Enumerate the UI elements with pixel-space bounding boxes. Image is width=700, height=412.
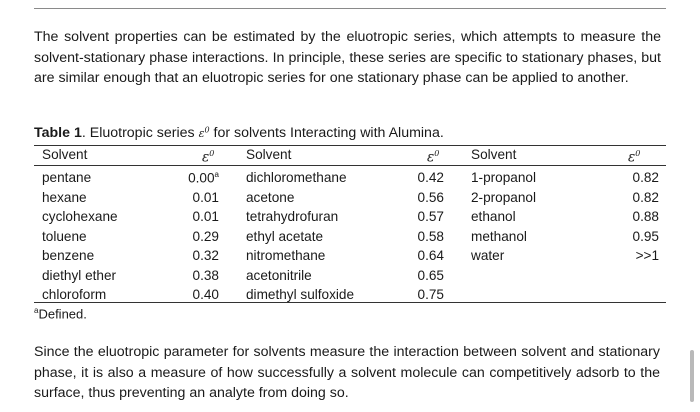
eluotropic-value: 0.88	[632, 209, 659, 224]
eluotropic-value: 0.65	[417, 267, 444, 283]
table-caption-label: Table 1	[34, 125, 82, 141]
solvent-name: acetone	[246, 189, 295, 205]
solvent-name: diethyl ether	[42, 267, 117, 283]
eluotropic-value: 0.42	[417, 170, 444, 185]
solvent-name: methanol	[471, 228, 527, 244]
solvent-name: water	[471, 248, 505, 263]
table-caption-rest: for solvents Interacting with Alumina.	[213, 125, 444, 141]
eluotropic-value: >>1	[635, 248, 659, 263]
solvent-name: 2-propanol	[471, 189, 536, 205]
header-epsilon-1: $\varepsilon^0$	[202, 149, 215, 166]
eluotropic-value: 0.95	[632, 228, 659, 244]
eluotropic-value: 0.82	[632, 189, 659, 205]
header-solvent-2: Solvent	[246, 147, 292, 162]
table-footnote: $^a$Defined.	[34, 306, 87, 322]
header-solvent-1: Solvent	[42, 147, 88, 162]
solvent-name: dimethyl sulfoxide	[246, 287, 355, 302]
header-epsilon-2: $\varepsilon^0$	[427, 149, 440, 166]
table-top-rule	[34, 145, 666, 146]
solvent-name: toluene	[42, 228, 87, 244]
solvent-name: ethanol	[471, 209, 516, 224]
header-solvent-3: Solvent	[471, 147, 517, 162]
table-caption-text: . Eluotropic series	[81, 125, 195, 141]
closing-paragraph: Since the eluotropic parameter for solvents measure the interaction between solvent and stationary phase, it is also a measure of how successfully a solvent molecule can competitively adsorb to the surface, thus preventing an analyte from doing so.	[34, 344, 660, 401]
table-bottom-rule	[34, 302, 666, 303]
intro-paragraph: The solvent properties can be estimated by the eluotropic series, which attempts to measure the solvent-stationary phase interactions. In principle, these series are specific to stationary phases, but are similar enough that an eluotropic series for one stationary phase can be applied to another.	[34, 29, 661, 86]
solvent-name: pentane	[42, 170, 92, 185]
eluotropic-value: 0.32	[192, 248, 219, 263]
top-divider	[34, 8, 666, 9]
eluotropic-value: 0.38	[192, 267, 219, 283]
eluotropic-value: 0.75	[417, 287, 444, 302]
table-caption	[34, 125, 444, 141]
eluotropic-value: 0.29	[192, 228, 219, 244]
eluotropic-value: 0.40	[192, 287, 219, 302]
solvent-name: ethyl acetate	[246, 228, 324, 244]
solvent-name: acetonitrile	[246, 267, 312, 283]
eluotropic-value: 0.56	[417, 189, 444, 205]
solvent-name: chloroform	[42, 287, 107, 302]
eluotropic-value: 0.58	[417, 228, 444, 244]
caption-epsilon-symbol: $\varepsilon^0$	[198, 125, 210, 140]
eluotropic-value: 0.01	[192, 189, 219, 205]
solvent-name: tetrahydrofuran	[246, 209, 339, 224]
eluotropic-value: 0.64	[417, 248, 444, 263]
scrollbar-thumb[interactable]	[690, 350, 694, 402]
eluotropic-value: 0.00$^a$	[188, 170, 219, 186]
solvent-name: 1-propanol	[471, 170, 536, 185]
solvent-name: hexane	[42, 189, 87, 205]
solvent-name: dichloromethane	[246, 170, 347, 185]
eluotropic-value: 0.57	[417, 209, 444, 224]
table-header-rule	[34, 165, 666, 166]
eluotropic-value: 0.82	[632, 170, 659, 185]
solvent-name: cyclohexane	[42, 209, 118, 224]
eluotropic-value: 0.01	[192, 209, 219, 224]
eluotropic-series-table	[34, 145, 666, 303]
header-epsilon-3: $\varepsilon^0$	[628, 149, 641, 166]
solvent-name: benzene	[42, 248, 95, 263]
solvent-name: nitromethane	[246, 248, 326, 263]
